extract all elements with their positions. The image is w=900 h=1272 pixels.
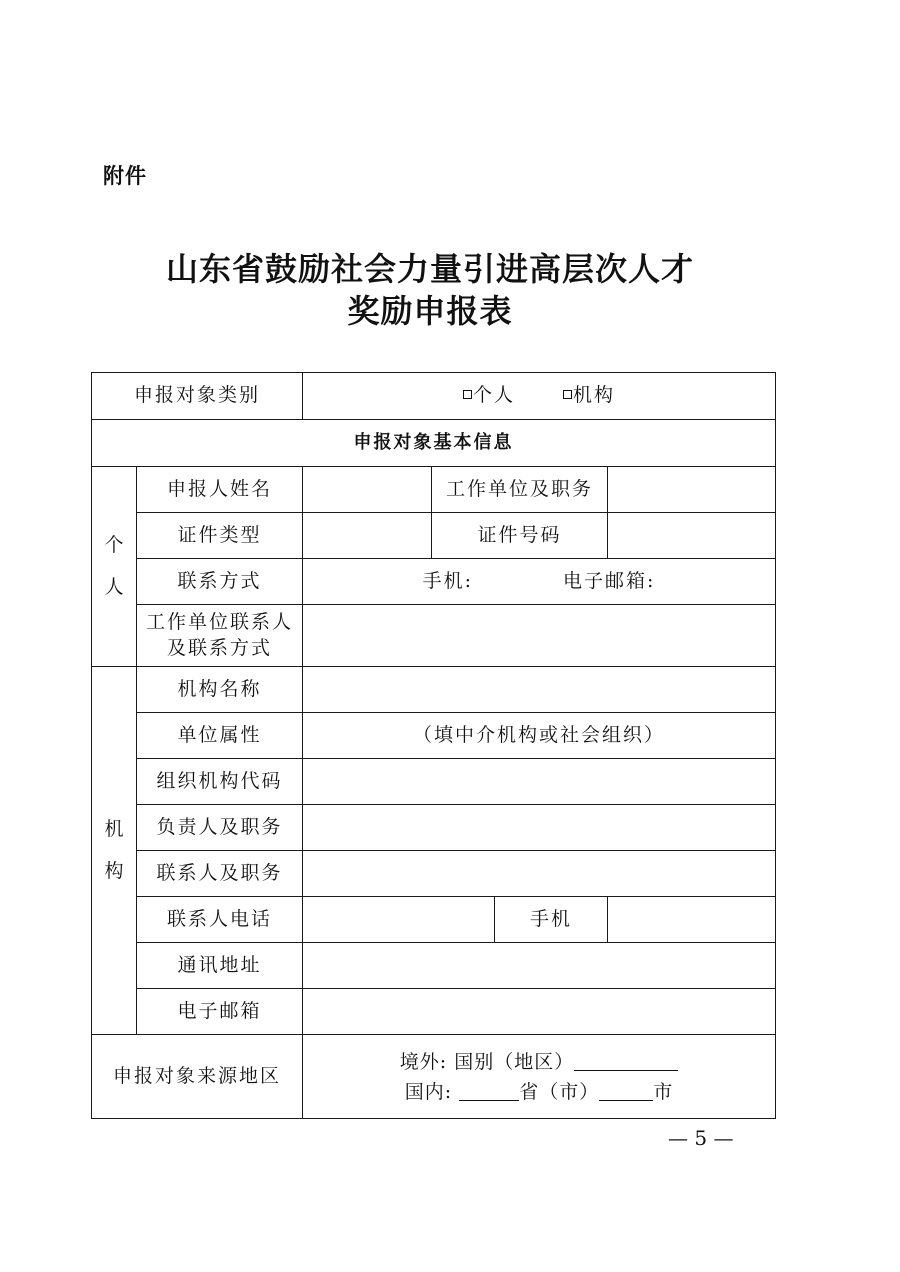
org-code-label: 组织机构代码 — [137, 759, 303, 805]
country-blank[interactable] — [574, 1052, 678, 1071]
category-row — [92, 373, 776, 420]
person-option[interactable] — [463, 384, 515, 406]
attachment-label: 附件 — [103, 164, 147, 188]
basic-info-heading-row — [92, 420, 776, 467]
org-checkbox[interactable] — [563, 390, 572, 399]
source-region-row — [92, 1035, 776, 1119]
unit-contact-row — [92, 605, 776, 667]
id-type-label: 证件类型 — [137, 513, 303, 559]
person-contact-row — [92, 559, 776, 605]
form-title-line1: 山东省鼓励社会力量引进高层次人才 — [165, 250, 694, 288]
unit-contact-field[interactable] — [303, 605, 776, 667]
source-region-field[interactable] — [303, 1035, 776, 1119]
org-email-row — [92, 989, 776, 1035]
id-type-field[interactable] — [303, 513, 432, 559]
province-label: 省（市） — [519, 1080, 600, 1103]
org-mobile-field[interactable] — [608, 897, 776, 943]
person-contact-field[interactable] — [303, 559, 776, 605]
id-number-field[interactable] — [608, 513, 776, 559]
org-phone-field[interactable] — [303, 897, 495, 943]
org-address-field[interactable] — [303, 943, 776, 989]
org-contact-label: 联系人及职务 — [137, 851, 303, 897]
org-phone-row — [92, 897, 776, 943]
person-option-label: 个人 — [473, 384, 516, 407]
source-region-label: 申报对象来源地区 — [92, 1035, 303, 1119]
province-blank[interactable] — [459, 1082, 519, 1101]
org-address-label: 通讯地址 — [137, 943, 303, 989]
person-checkbox[interactable] — [463, 390, 472, 399]
org-email-field[interactable] — [303, 989, 776, 1035]
basic-info-heading: 申报对象基本信息 — [92, 420, 776, 467]
org-leader-field[interactable] — [303, 805, 776, 851]
person-contact-label: 联系方式 — [137, 559, 303, 605]
org-mobile-label: 手机 — [495, 897, 608, 943]
org-contact-row — [92, 851, 776, 897]
org-section-label: 机 构 — [92, 667, 137, 1035]
person-name-label: 申报人姓名 — [137, 467, 303, 513]
org-attr-row — [92, 713, 776, 759]
form-title-line2: 奖励申报表 — [347, 292, 513, 330]
city-blank[interactable] — [599, 1082, 653, 1101]
id-number-label: 证件号码 — [432, 513, 608, 559]
person-section-label: 个 人 — [92, 467, 137, 667]
org-code-field[interactable] — [303, 759, 776, 805]
unit-contact-label: 工作单位联系人 及联系方式 — [137, 605, 303, 667]
org-leader-label: 负责人及职务 — [137, 805, 303, 851]
org-name-row — [92, 667, 776, 713]
org-code-row — [92, 759, 776, 805]
domestic-prefix: 国内: — [404, 1080, 453, 1103]
work-unit-field[interactable] — [608, 467, 776, 513]
work-unit-label: 工作单位及职务 — [432, 467, 608, 513]
org-attr-field[interactable]: （填中介机构或社会组织） — [303, 713, 776, 759]
mobile-label: 手机: — [422, 569, 474, 592]
org-leader-row — [92, 805, 776, 851]
category-options — [303, 373, 776, 420]
city-label: 市 — [653, 1080, 674, 1103]
org-email-label: 电子邮箱 — [137, 989, 303, 1035]
org-name-field[interactable] — [303, 667, 776, 713]
source-abroad-line — [303, 1047, 775, 1077]
email-label: 电子邮箱: — [563, 569, 656, 592]
person-name-field[interactable] — [303, 467, 432, 513]
org-phone-label: 联系人电话 — [137, 897, 303, 943]
source-domestic-line — [303, 1077, 775, 1107]
page-number: — 5 — — [668, 1126, 734, 1150]
category-label: 申报对象类别 — [92, 373, 303, 420]
org-attr-label: 单位属性 — [137, 713, 303, 759]
person-name-row — [92, 467, 776, 513]
org-name-label: 机构名称 — [137, 667, 303, 713]
org-option-label: 机构 — [573, 384, 616, 407]
id-row — [92, 513, 776, 559]
org-contact-field[interactable] — [303, 851, 776, 897]
application-form-table — [91, 372, 776, 1119]
org-option[interactable] — [563, 384, 615, 406]
org-address-row — [92, 943, 776, 989]
abroad-prefix: 境外: 国别（地区） — [399, 1050, 575, 1073]
